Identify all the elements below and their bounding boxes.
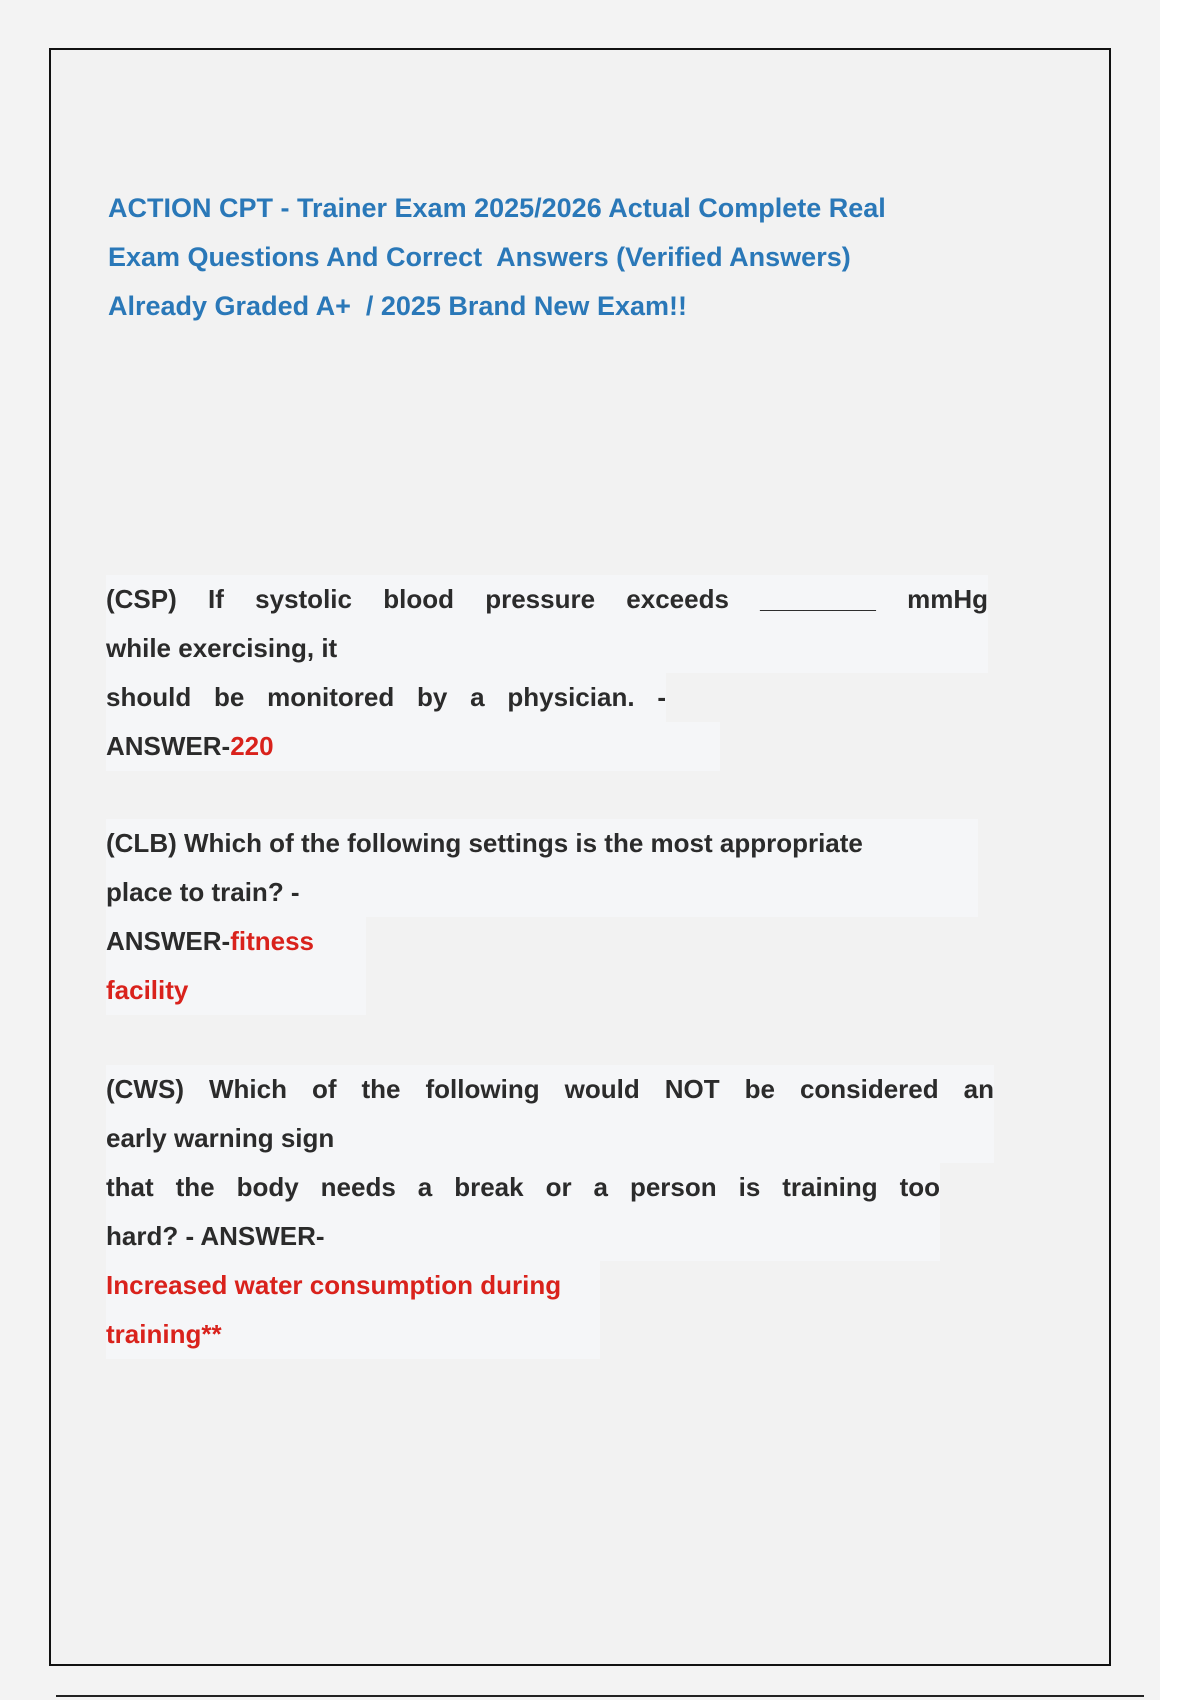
question-1-line-2: while exercising, it xyxy=(106,624,988,673)
question-3-line-4 xyxy=(106,1212,940,1261)
question-2-answer-part-2: facility xyxy=(106,966,366,1015)
question-1-answer: 220 xyxy=(230,731,274,761)
question-1-line-3: should be monitored by a physician. - xyxy=(106,673,666,722)
document-title xyxy=(108,184,968,331)
question-3-line-3: that the body needs a break or a person is training too xyxy=(106,1163,940,1212)
title-line-2: Exam Questions And Correct Answers (Verified Answers) xyxy=(108,242,851,272)
question-2-line-1: (CLB) Which of the following settings is the most appropriate xyxy=(106,819,978,868)
question-2-line-2: place to train? - xyxy=(106,868,978,917)
answer-label: ANSWER- xyxy=(200,1221,325,1251)
question-block-3 xyxy=(106,1065,994,1359)
question-2-answer-line xyxy=(106,917,366,966)
question-3-line-1: (CWS) Which of the following would NOT be considered an xyxy=(106,1065,994,1114)
question-3-line-4-text: hard? - xyxy=(106,1221,201,1251)
question-3-line-2: early warning sign xyxy=(106,1114,994,1163)
question-block-1 xyxy=(106,575,988,771)
title-line-1: ACTION CPT - Trainer Exam 2025/2026 Actual Complete Real xyxy=(108,193,886,223)
question-3-answer-part-2: training** xyxy=(106,1310,600,1359)
question-1-answer-line xyxy=(106,722,720,771)
question-1-line-1: (CSP) If systolic blood pressure exceeds ________ mmHg xyxy=(106,575,988,624)
answer-label: ANSWER- xyxy=(106,731,231,761)
title-line-3: Already Graded A+ / 2025 Brand New Exam!! xyxy=(108,291,687,321)
answer-label: ANSWER- xyxy=(106,926,231,956)
question-2-answer-part-1: fitness xyxy=(230,926,315,956)
question-3-answer-part-1: Increased water consumption during xyxy=(106,1261,600,1310)
question-block-2 xyxy=(106,819,978,1015)
viewer-margin xyxy=(1160,0,1200,1700)
bottom-rule xyxy=(56,1695,1144,1697)
